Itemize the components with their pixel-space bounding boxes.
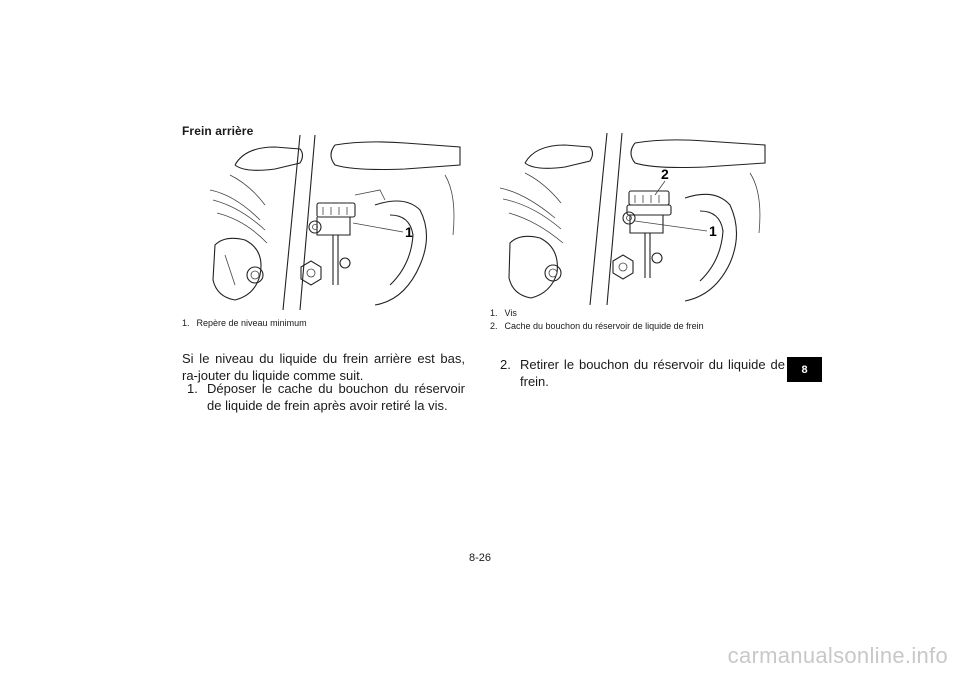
caption-item <box>182 317 307 330</box>
figure-caption-list-left <box>182 317 307 330</box>
callout-1-label: 1 <box>405 224 413 240</box>
rear-brake-reservoir-illustration <box>205 135 470 310</box>
callout-2-label: 2 <box>661 166 669 182</box>
caption-number: 1. <box>182 318 190 328</box>
caption-number: 1. <box>490 308 498 318</box>
caption-number: 2. <box>490 321 498 331</box>
step-text: Déposer le cache du bouchon du réservoir de liquide de frein après avoir retiré la vis. <box>207 381 465 413</box>
step-number: 2. <box>500 357 511 372</box>
section-title: Frein arrière <box>182 124 254 138</box>
figure-caption-list-right <box>490 307 704 333</box>
step-number: 1. <box>187 381 198 396</box>
intro-paragraph: Si le niveau du liquide du frein arrière est bas, ra-jouter du liquide comme suit. <box>182 351 465 383</box>
callout-1-label: 1 <box>709 223 717 239</box>
caption-text: Vis <box>504 308 517 318</box>
caption-item <box>490 320 704 333</box>
caption-item <box>490 307 704 320</box>
reservoir-cap-cover-illustration <box>495 133 775 305</box>
caption-text: Repère de niveau minimum <box>196 318 307 328</box>
chapter-tab: 8 <box>787 357 822 382</box>
page-number: 8-26 <box>468 552 492 564</box>
caption-text: Cache du bouchon du réservoir de liquide de frein <box>504 321 704 331</box>
step-text: Retirer le bouchon du réservoir du liquide de frein. <box>520 357 785 389</box>
watermark: carmanualsonline.info <box>727 643 948 668</box>
